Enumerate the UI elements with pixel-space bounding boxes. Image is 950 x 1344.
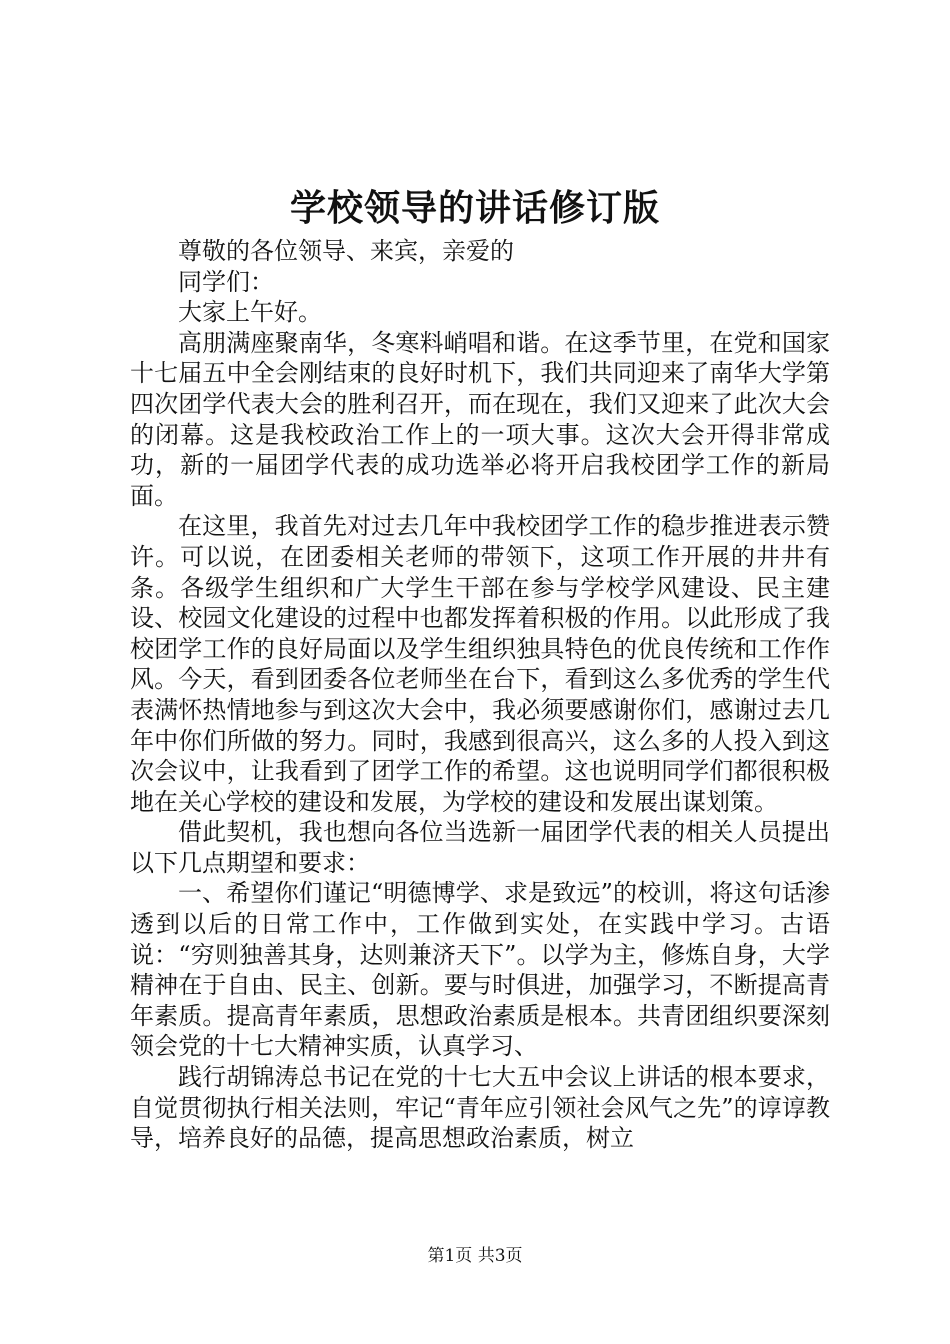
greeting: 大家上午好。 <box>178 298 322 327</box>
page-number-footer: 第1页 共3页 <box>427 1246 523 1266</box>
paragraph-point-one: 一、希望你们谨记“明德博学、求是致远”的校训，将这句话渗透到以后的日常工作中，工作做到实处，在实践中学习。古语说：“穷则独善其身，达则兼济天下”。以学为主，修炼自身，大学精神在于自由、民主、创新。要与时俱进，加强学习，不断提高青年素质。提高青年素质，思想政治素质是根本。共青团组织要深刻领会党的十七大精神实质，认真学习、 <box>130 879 830 1061</box>
salutation-line-1: 尊敬的各位领导、来宾，亲爱的 <box>178 237 514 265</box>
paragraph-praise: 在这里，我首先对过去几年中我校团学工作的稳步推进表示赞许。可以说，在团委相关老师的带领下，这项工作开展的井井有条。各级学生组织和广大学生干部在参与学校学风建设、民主建设、校园文化建设的过程中也都发挥着积极的作用。以此形成了我校团学工作的良好局面以及学生组织独具特色的优良传统和工作作风。今天，看到团委各位老师坐在台下，看到这么多优秀的学生代表满怀热情地参与到这次大会中，我必须要感谢你们，感谢过去几年中你们所做的努力。同时，我感到很高兴，这么多的人投入到这次会议中，让我看到了团学工作的希望。这也说明同学们都很积极地在关心学校的建设和发展，为学校的建设和发展出谋划策。 <box>130 512 830 816</box>
paragraph-expectations-intro: 借此契机，我也想向各位当选新一届团学代表的相关人员提出以下几点期望和要求： <box>130 818 830 877</box>
paragraph-opening: 高朋满座聚南华，冬寒料峭唱和谐。在这季节里，在党和国家十七届五中全会刚结束的良好时机下，我们共同迎来了南华大学第四次团学代表大会的胜利召开，而在现在，我们又迎来了此次大会的闭幕。这是我校政治工作上的一项大事。这次大会开得非常成功，新的一届团学代表的成功选举必将开启我校团学工作的新局面。 <box>130 328 830 510</box>
document-body <box>130 236 830 1154</box>
document-title: 学校领导的讲话修订版 <box>289 187 660 229</box>
paragraph-continuation: 践行胡锦涛总书记在党的十七大五中会议上讲话的根本要求，自觉贯彻执行相关法则，牢记“青年应引领社会风气之先”的谆谆教导，培养良好的品德，提高思想政治素质，树立 <box>130 1063 830 1153</box>
salutation-line-2: 同学们： <box>178 267 274 296</box>
